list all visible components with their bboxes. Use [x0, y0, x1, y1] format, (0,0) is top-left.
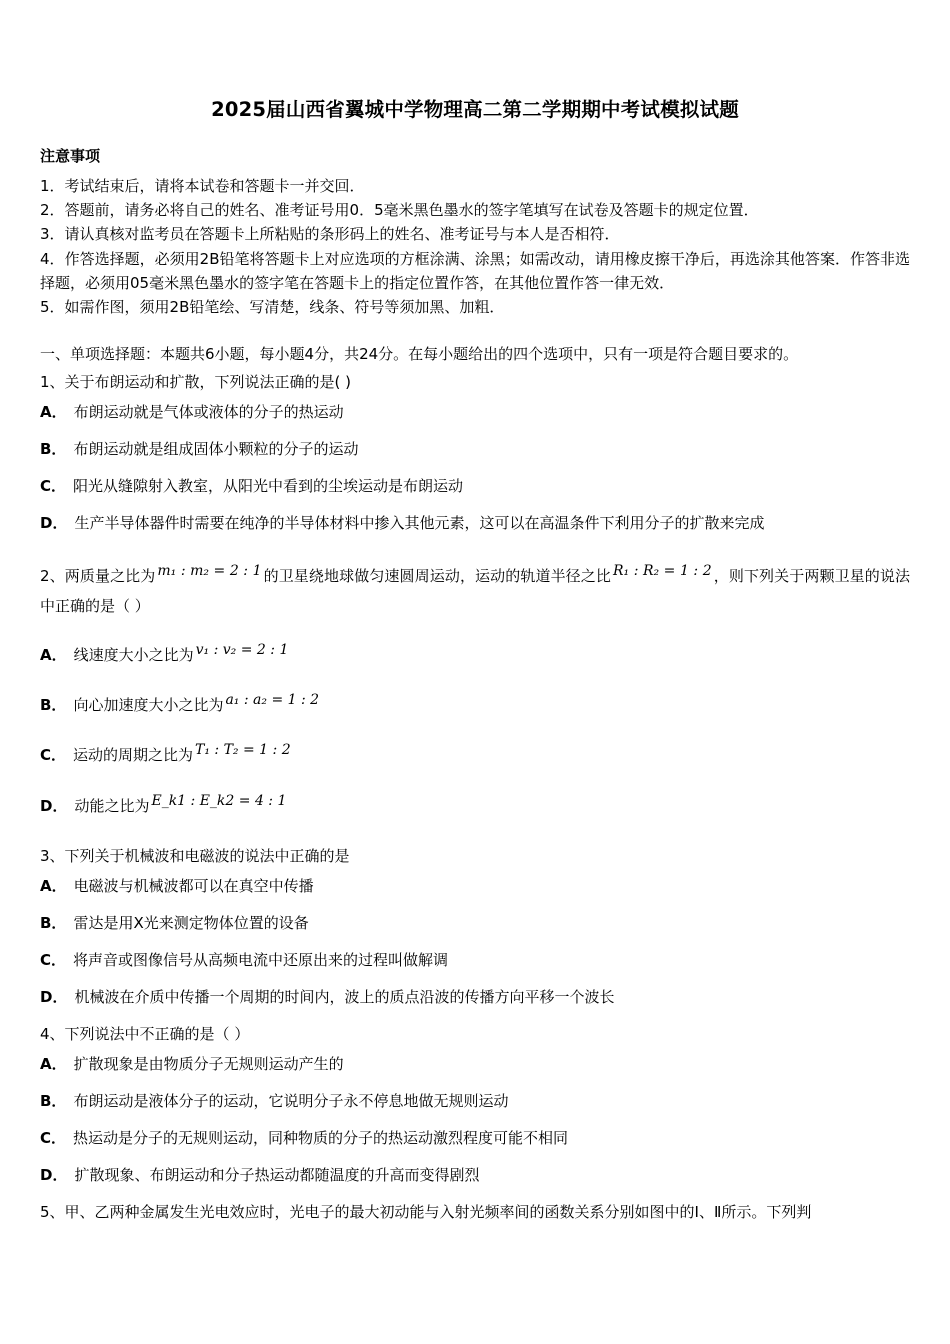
option-item	[40, 693, 910, 717]
option-item	[40, 911, 910, 935]
option-text: 机械波在介质中传播一个周期的时间内，波上的质点沿波的传播方向平移一个波长	[74, 988, 615, 1007]
option-item	[40, 743, 910, 767]
inline-math: a₁ : a₂ = 1 : 2	[225, 691, 320, 708]
option-text: 扩散现象、布朗运动和分子热运动都随温度的升高而变得剧烈	[74, 1166, 480, 1185]
option-text: 布朗运动就是气体或液体的分子的热运动	[73, 402, 344, 421]
section-heading: 一、单项选择题：本题共6小题，每小题4分，共24分。在每小题给出的四个选项中，只有一项是符合题目要求的。	[40, 344, 799, 363]
notice-list	[40, 174, 910, 320]
option-text: 生产半导体器件时需要在纯净的半导体材料中掺入其他元素，这可以在高温条件下利用分子的扩散来完成	[74, 513, 765, 532]
option-label: B．	[40, 695, 67, 714]
option-label: A．	[40, 402, 67, 421]
option-text: 将声音或图像信号从高频电流中还原出来的过程叫做解调	[73, 951, 449, 970]
notice-item: 1．考试结束后，请将本试卷和答题卡一并交回．	[40, 176, 365, 195]
option-item	[40, 474, 910, 498]
option-text: 热运动是分子的无规则运动，同种物质的分子的热运动激烈程度可能不相同	[73, 1129, 569, 1148]
option-item	[40, 437, 910, 461]
page-title: 2025届山西省翼城中学物理高二第二学期期中考试模拟试题	[211, 98, 739, 121]
option-text: 扩散现象是由物质分子无规则运动产生的	[73, 1055, 344, 1074]
option-item	[40, 985, 910, 1009]
option-label: D．	[40, 513, 68, 532]
option-label: D．	[40, 1166, 68, 1185]
option-label: D．	[40, 796, 68, 815]
notice-item: 3．请认真核对监考员在答题卡上所粘贴的条形码上的姓名、准考证号与本人是否相符．	[40, 225, 620, 244]
question-stem: 3、下列关于机械波和电磁波的说法中正确的是	[40, 847, 350, 866]
inline-math: T₁ : T₂ = 1 : 2	[195, 742, 291, 759]
option-item	[40, 400, 910, 424]
notice-heading: 注意事项	[40, 147, 101, 166]
option-label: C．	[40, 951, 67, 970]
option-text: 线速度大小之比为	[73, 645, 194, 664]
option-label: C．	[40, 476, 67, 495]
option-label: A．	[40, 645, 67, 664]
option-text: 阳光从缝隙射入教室，从阳光中看到的尘埃运动是布朗运动	[73, 476, 464, 495]
option-text: 电磁波与机械波都可以在真空中传播	[73, 877, 314, 896]
notice-item: 4．作答选择题，必须用2B铅笔将答题卡上对应选项的方框涂满、涂黑；如需改动，请用橡皮擦干净后，再选涂其他答案．作答非选择题，必须用05毫米黑色墨水的签字笔在答题卡上的指定位置作答，在其他位置作答一律无效．	[40, 249, 910, 292]
inline-math: m₁ : m₂ = 2 : 1	[157, 562, 262, 579]
option-item	[40, 948, 910, 972]
option-label: C．	[40, 1129, 67, 1148]
question-stem: 5、甲、乙两种金属发生光电效应时，光电子的最大初动能与入射光频率间的函数关系分别如图中的Ⅰ、Ⅱ所示。下列判	[40, 1203, 812, 1222]
option-text: 动能之比为	[74, 796, 150, 815]
inline-math: v₁ : v₂ = 2 : 1	[195, 641, 289, 658]
option-item	[40, 511, 910, 535]
stem-part: 2、两质量之比为	[40, 566, 156, 585]
notice-item: 5．如需作图，须用2B铅笔绘、写清楚，线条、符号等须加黑、加粗．	[40, 298, 505, 317]
option-label: B．	[40, 439, 67, 458]
option-label: B．	[40, 914, 67, 933]
option-item	[40, 643, 910, 667]
option-item	[40, 1089, 910, 1113]
option-item	[40, 1126, 910, 1150]
inline-math: R₁ : R₂ = 1 : 2	[613, 562, 712, 579]
question-stem: 1、关于布朗运动和扩散，下列说法正确的是( )	[40, 372, 352, 391]
option-text: 向心加速度大小之比为	[73, 695, 224, 714]
option-item	[40, 1052, 910, 1076]
inline-math: E_k1 : E_k2 = 4 : 1	[151, 792, 287, 809]
option-label: D．	[40, 988, 68, 1007]
option-label: B．	[40, 1092, 67, 1111]
option-text: 布朗运动是液体分子的运动，它说明分子永不停息地做无规则运动	[73, 1092, 509, 1111]
option-text: 布朗运动就是组成固体小颗粒的分子的运动	[73, 439, 359, 458]
stem-part: ，则下列关于两颗卫星的说法中正确的是（ ）	[40, 566, 910, 615]
option-label: A．	[40, 1055, 67, 1074]
option-text: 雷达是用X光来测定物体位置的设备	[73, 914, 309, 933]
stem-part: 的卫星绕地球做匀速圆周运动，运动的轨道半径之比	[263, 566, 611, 585]
option-item	[40, 874, 910, 898]
option-item	[40, 1163, 910, 1187]
option-label: A．	[40, 877, 67, 896]
option-label: C．	[40, 746, 67, 765]
notice-item: 2．答题前，请务必将自己的姓名、准考证号用0．5毫米黑色墨水的签字笔填写在试卷及答题卡的规定位置．	[40, 201, 759, 220]
question-stem	[40, 561, 910, 621]
question-stem: 4、下列说法中不正确的是（ ）	[40, 1025, 250, 1044]
option-text: 运动的周期之比为	[73, 746, 194, 765]
option-item	[40, 794, 910, 818]
